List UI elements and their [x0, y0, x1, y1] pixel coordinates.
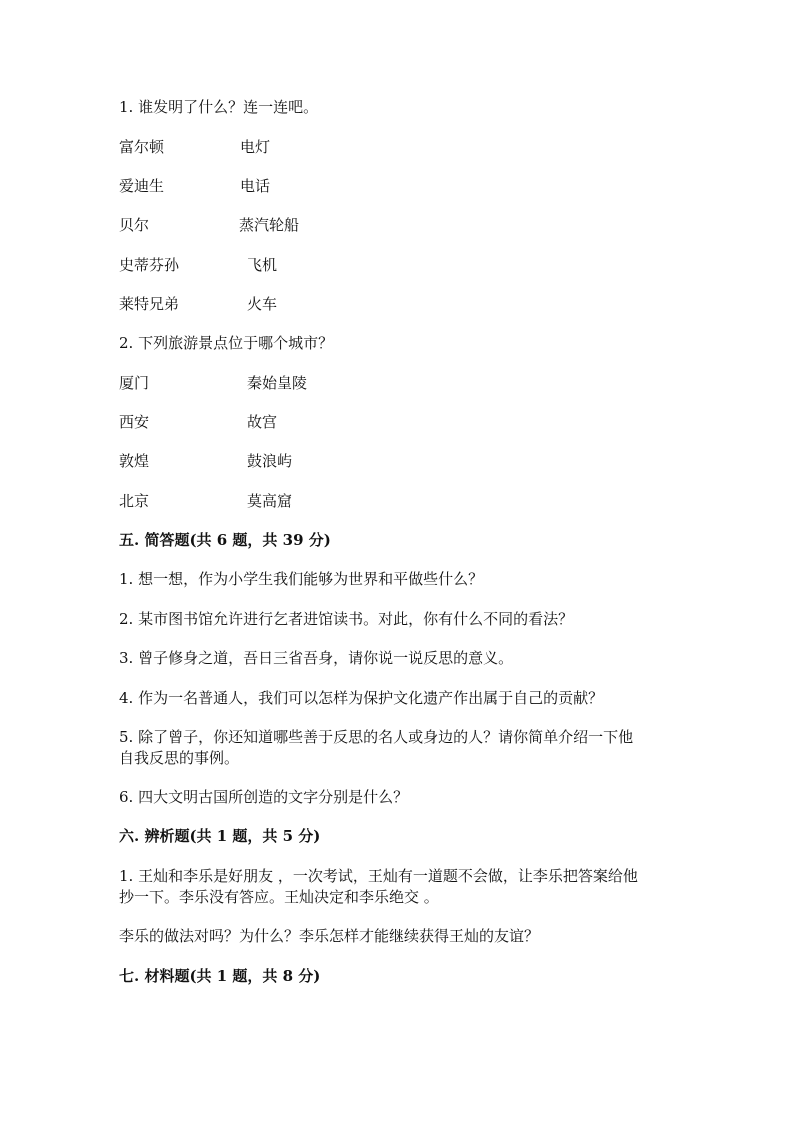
match-left-item: 莱特兄弟 [119, 295, 180, 313]
match-left-item: 爱迪生 [119, 177, 165, 195]
q1-title: 1. 谁发明了什么？连一连吧。 [119, 98, 319, 116]
match-right-item: 飞机 [247, 256, 278, 274]
match-left-item: 西安 [119, 413, 150, 431]
match-left-item: 史蒂芬孙 [119, 256, 180, 274]
match-row [119, 137, 519, 157]
section-heading-analysis: 六. 辨析题(共 1 题，共 5 分) [119, 827, 321, 845]
question-text: 4. 作为一名普通人，我们可以怎样为保护文化遗产作出属于自己的贡献？ [119, 689, 604, 707]
match-row [119, 176, 519, 196]
match-left-item: 富尔顿 [119, 138, 165, 156]
match-right-item: 电灯 [240, 138, 271, 156]
q2-title: 2. 下列旅游景点位于哪个城市？ [119, 334, 334, 352]
section-heading-material: 七. 材料题(共 1 题，共 8 分) [119, 967, 321, 985]
match-right-item: 电话 [240, 177, 271, 195]
match-left-item: 贝尔 [119, 216, 150, 234]
match-row [119, 491, 519, 511]
match-right-item: 故宫 [247, 413, 278, 431]
match-right-item: 蒸汽轮船 [239, 216, 300, 234]
question-text-continuation: 抄一下。李乐没有答应。王灿决定和李乐绝交 。 [119, 888, 439, 906]
match-row [119, 451, 519, 471]
match-row [119, 255, 519, 275]
match-row [119, 215, 519, 235]
question-text: 5. 除了曾子，你还知道哪些善于反思的名人或身边的人？请你简单介绍一下他 [119, 728, 634, 746]
match-row [119, 373, 519, 393]
match-left-item: 厦门 [119, 374, 150, 392]
match-right-item: 鼓浪屿 [247, 452, 293, 470]
question-text: 1. 王灿和李乐是好朋友 ，一次考试，王灿有一道题不会做，让李乐把答案给他 [119, 867, 638, 885]
question-text: 6. 四大文明古国所创造的文字分别是什么？ [119, 788, 409, 806]
question-text: 1. 想一想，作为小学生我们能够为世界和平做些什么？ [119, 570, 484, 588]
question-text-continuation: 自我反思的事例。 [119, 749, 240, 767]
match-row [119, 294, 519, 314]
question-text: 李乐的做法对吗？为什么？李乐怎样才能继续获得王灿的友谊？ [119, 927, 540, 945]
question-text: 3. 曾子修身之道，吾日三省吾身，请你说一说反思的意义。 [119, 649, 514, 667]
section-heading-short-answer: 五. 简答题(共 6 题，共 39 分) [119, 531, 331, 549]
match-right-item: 莫高窟 [247, 492, 293, 510]
match-left-item: 北京 [119, 492, 150, 510]
question-text: 2. 某市图书馆允许进行乞者进馆读书。对此，你有什么不同的看法？ [119, 610, 574, 628]
match-right-item: 秦始皇陵 [247, 374, 308, 392]
match-left-item: 敦煌 [119, 452, 150, 470]
match-right-item: 火车 [247, 295, 278, 313]
match-row [119, 412, 519, 432]
